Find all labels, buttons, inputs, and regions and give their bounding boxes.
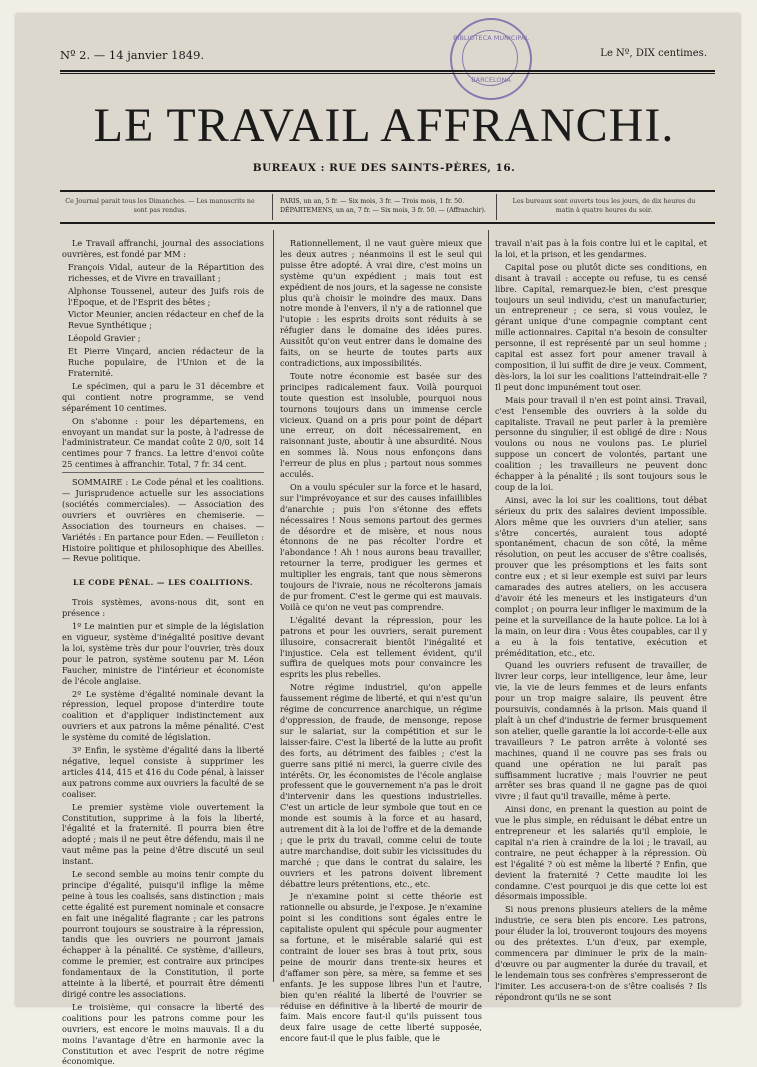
band-paris-price: PARIS, un an, 5 fr. — Six mois, 3 fr. — Trois mois, 1 fr. 50.: [280, 198, 465, 205]
article-heading: LE CODE PÉNAL. — LES COALITIONS.: [73, 578, 253, 588]
founder-entry: François Vidal, auteur de la Répartition des richesses, et de Vivre en travaillant ;: [68, 261, 264, 283]
founder-entry: Victor Meunier, ancien rédacteur en chef de la Revue Synthétique ;: [68, 309, 264, 331]
band-right-text: Les bureaux sont ouverts tous les jours, de dix heures du matin à quatre heures du soir.: [512, 198, 696, 214]
band-divider: [496, 194, 497, 220]
article-paragraph: travail n'ait pas à la fois contre lui et le capital, et la loi, et la prison, et les gendarmes.: [495, 238, 707, 259]
article-paragraph: Ainsi donc, en prenant la question au point de vue le plus simple, en réduisant le débat entre un entrepreneur et les salariés qu'il emploie, le capital n'a rien à craindre de la loi ; le travail, au contraire, ne peut échapper à la répression. Où est l'égalité ? où est même la liberté ? Enfin, que devient la fraternité ? Cette maudite loi les condamne. C'est pourquoi je dis que cette loi est désormais impossible.: [495, 804, 707, 902]
article-paragraph: Si nous prenons plusieurs ateliers de la même industrie, ce sera bien pis encore. Les patrons, pour éluder la loi, trouveront toujours des moyens ou des prétextes. L'un d'eux, par exemple, commencera par diminuer le prix de la main-d'œuvre ou par augmenter la durée du travail, et le lendemain tous ses confrères s'empresseront de l'imiter. Les accusera-t-on de s'être coalisés ? Ils répondront qu'ils ne se sont: [495, 904, 707, 1002]
band-left-text: Ce Journal parait tous les Dimanches. — Les manuscrits ne sont pas rendus.: [65, 198, 255, 214]
article-paragraph: Toute notre économie est basée sur des principes radicalement faux. Voilà pourquoi toute question est insoluble, pourquoi nous tournons toujours dans un immense cercle vicieux. Quand on a pris pour point de départ une erreur, on doit nécessairement, en raisonnant juste, aboutir à une absurdité. Nous en sommes là. Nous nous enfonçons dans l'erreur de plus en plus ; partout nous sommes acculés.: [280, 370, 482, 480]
publication-info-band: [60, 194, 708, 220]
issue-summary: SOMMAIRE : Le Code pénal et les coalitions. — Jurisprudence actuelle sur les associations (sociétés commerciales). — Association des ouvriers et ouvrières en chemiserie. — Association des tourneurs en chaises. — Variétés : En partance pour Eden. — Feuilleton : Histoire politique et philosophique des Abeilles. — Revue politique.: [62, 472, 264, 564]
article-paragraph: 2º Le système d'égalité nominale devant la répression, lequel propose d'interdire toute coalition et d'appliquer indistinctement aux ouvriers et aux patrons la même pénalité. C'est le système du comité de législation.: [62, 688, 264, 743]
column-divider: [488, 230, 489, 982]
top-rule-thin: [60, 73, 715, 74]
bureaux-address: BUREAUX : RUE DES SAINTS-PÈRES, 16.: [252, 162, 516, 174]
band-top-rule: [60, 190, 715, 192]
article-paragraph: Quand les ouvriers refusent de travailler, de livrer leur corps, leur intelligence, leur âme, leur vie, la vie de leurs femmes et de leurs enfants pour un trop maigre salaire, ils peuvent être poursuivis, condamnés à la prison. Mais quand il plaît à un chef d'industrie de fermer brusquement son atelier, quelle garantie la loi accorde-t-elle aux travailleurs ? Le patron arrête à volonté ses machines, quand il ne couvre pas ses frais ou quand une opération ne lui paraît pas suffisamment lucrative ; mais l'ouvrier ne peut arrêter ses bras quand il ne gagne pas de quoi vivre ; il faut qu'il travaille, même à perte.: [495, 660, 707, 802]
stamp-bottom-text: BARCELONA: [471, 76, 511, 84]
article-paragraph: Capital pose ou plutôt dicte ses conditions, en disant à travail : accepte ou refuse, tu es censé libre. Capital, remarquez-le bien, c'est presque toujours un seul individu, c'est un manufacturier, un entrepreneur ; ce sera, si vous voulez, le gérant unique d'une compagnie comptant cent mille actionnaires. Capital n'a besoin de consulter personne, il est représenté par un seul homme ; capital est assez fort pour amener travail à composition, il lui suffit de dire je veux. Comment, dès-lors, la loi sur les coalitions l'atteindrait-elle ? Il peut donc impunément tout oser.: [495, 261, 707, 392]
specimen-note: Le spécimen, qui a paru le 31 décembre et qui contient notre programme, se vend séparément 10 centimes.: [62, 380, 264, 413]
article-paragraph: Le premier système viole ouvertement la Constitution, supprime à la fois la liberté, l'égalité et la fraternité. Il pourra bien être adopté ; mais il ne peut être défendu, mais il ne vaut même pas la peine d'être discuté un seul instant.: [62, 801, 264, 867]
article-paragraph: Le troisième, qui consacre la liberté des coalitions pour les patrons comme pour les ouvriers, est encore le moins mauvais. Il a du moins l'avantage d'être en harmonie avec la Constitution et avec l'esprit de notre régime économique.: [62, 1001, 264, 1067]
band-divider: [272, 194, 273, 220]
article-paragraph: Ainsi, avec la loi sur les coalitions, tout débat sérieux du prix des salaires devient impossible. Alors même que les ouvriers d'un atelier, sans s'être concertés, auraient tous adopté spontanément, chacun de son côté, la même résolution, on peut les accuser de s'être coalisés, prouver que les présomptions et les faits sont contre eux ; et si leur exemple est suivi par leurs camarades des autres ateliers, on les accusera d'avoir été les meneurs et les instigateurs d'un complot ; on pourra leur infliger le maximum de la peine et la surveillance de la haute police. La loi à la main, on leur dira : Vous êtes coupables, car il y a eu à la fois tentative, exécution et préméditation, etc., etc.: [495, 494, 707, 658]
newspaper-title: LE TRAVAIL AFFRANCHI.: [93, 99, 675, 152]
article-paragraph: Mais pour travail il n'en est point ainsi. Travail, c'est l'ensemble des ouvriers à la solde du capitaliste. Travail ne peut parler à la première personne du singulier, il est obligé de dire : Nous voulons ou nous ne voulons pas. Le pluriel suppose un concert de volontés, partant une coalition ; les travailleurs ne peuvent donc échapper à la pénalité ; ils sont toujours sous le coup de la loi.: [495, 394, 707, 492]
article-paragraph: L'égalité devant la répression, pour les patrons et pour les ouvriers, serait purement illusoire, consacrerait bientôt l'inégalité et l'injustice. Cela est tellement évident, qu'il suffira de quelques mots pour convaincre les esprits les plus rebelles.: [280, 614, 482, 680]
article-paragraph: 3º Enfin, le système d'égalité dans la liberté négative, lequel consiste à supprimer les articles 414, 415 et 416 du Code pénal, à laisser aux patrons comme aux ouvriers la faculté de se coaliser.: [62, 745, 264, 799]
library-stamp: [450, 18, 532, 100]
column-divider: [273, 230, 274, 982]
top-rule: [60, 70, 715, 72]
column-3: [495, 238, 707, 1002]
band-bottom-rule: [60, 222, 715, 224]
column-1: [62, 238, 264, 1067]
founder-entry: Léopold Gravier ;: [68, 333, 141, 344]
subscription-note: On s'abonne : pour les départemens, en envoyant un mandat sur la poste, à l'adresse de l'administrateur. Ce mandat coûte 2 0/0, soit 14 centimes pour 7 francs. La lettre d'envoi coûte 25 centimes à affranchir. Total, 7 fr. 34 cent.: [62, 415, 264, 470]
article-paragraph: Rationnellement, il ne vaut guère mieux que les deux autres ; néanmoins il est le seul qui puisse être adopté. À vrai dire, c'est moins un système qu'un expédient ; mais tout est expédient de nos jours, et la sagesse ne consiste plus qu'à choisir le moindre des maux. Dans notre monde à l'envers, il n'y a de rationnel que l'utopie : les esprits droits sont réduits à se réfugier dans le domaine des idées pures. Aussitôt qu'on veut entrer dans le domaine des faits, on se heurte de toutes parts aux contradictions, aux impossibilités.: [280, 238, 482, 368]
article-paragraph: On a voulu spéculer sur la force et le hasard, sur l'imprévoyance et sur des causes infaillibles d'anarchie ; puis l'on s'étonne des effets nécessaires ! Nous semons partout des germes de désordre et de misère, et nous nous étonnons de ne pas récolter l'ordre et l'abondance ! Ah ! nous aurons beau travailler, retourner la terre, prodiguer les germes et multiplier les engrais, tant que nous sèmerons toujours de l'ivraie, nous ne récolterons jamais de pur froment. C'est le germe qui est mauvais. Voilà ce qu'on ne veut pas comprendre.: [280, 481, 482, 612]
article-paragraph: Trois systèmes, avons-nous dit, sont en présence :: [62, 597, 264, 619]
founder-entry: Et Pierre Vinçard, ancien rédacteur de la Ruche populaire, de l'Union et de la Fraternité.: [68, 346, 264, 378]
article-paragraph: Le second semble au moins tenir compte du principe d'égalité, puisqu'il inflige la même peine à tous les coalisés, sans distinction ; mais cette égalité est purement nominale et consacre en fait une inégalité flagrante ; car les patrons pourront toujours se soustraire à la répression, tandis que les ouvriers ne pourront jamais échapper à la pénalité. Ce système, d'ailleurs, comme le premier, est contraire aux principes fondamentaux de la Constitution, il porte atteinte à la liberté, et pourrait être démenti dirigé contre les associations.: [62, 869, 264, 999]
founders-intro: Le Travail affranchi, journal des associations ouvrières, est fondé par MM :: [62, 238, 264, 259]
article-paragraph: Notre régime industriel, qu'on appelle faussement régime de liberté, et qui n'est qu'un régime de concurrence anarchique, un régime d'oppression, de fraude, de mensonge, repose sur le salariat, sur la compétition et sur le laisser-faire. C'est la liberté de la lutte au profit des forts, au détriment des faibles ; c'est la guerre sans pitié ni merci, la guerre civile des intérêts. Or, les économistes de l'école anglaise professent que le gouvernement n'a pas le droit d'intervenir dans les questions industrielles. C'est un article de leur symbole que tout en ce monde est soumis à la force et au hasard, autrement dit à la loi de l'offre et de la demande ; que le prix du travail, comme celui de toute autre marchandise, doit subir les vicissitudes du marché ; que dans le contrat du salaire, les ouvriers et les patrons doivent librement débattre leurs prétentions, etc., etc.: [280, 682, 482, 889]
founder-entry: Alphonse Toussenel, auteur des Juifs rois de l'Époque, et de l'Esprit des bêtes ;: [68, 285, 264, 307]
band-subscription-prices: [280, 198, 488, 215]
stamp-top-text: BIBLIOTECA MUNICIPAL: [453, 34, 529, 42]
column-2: [280, 238, 482, 1044]
issue-number-date: Nº 2. — 14 janvier 1849.: [60, 48, 205, 62]
newspaper-page: [16, 14, 740, 1067]
issue-price: Le Nº, DIX centimes.: [600, 48, 707, 59]
band-departments-price: DÉPARTEMENS, un an, 7 fr. — Six mois, 3 fr. 50. — (Affranchir).: [280, 206, 486, 214]
article-paragraph: 1º Le maintien pur et simple de la législation en vigueur, système d'inégalité positive devant la loi, système très dur pour l'ouvrier, très doux pour le patron, système soutenu par M. Léon Faucher, ministre de l'intérieur et économiste de l'école anglaise.: [62, 621, 264, 686]
article-paragraph: Je n'examine point si cette théorie est rationnelle ou absurde, je l'expose. Je n'examine point si les conditions sont égales entre le capitaliste opulent qui spécule pour augmenter sa fortune, et le misérable salarié qui est contraint de louer ses bras à tout prix, sous peine de mourir dans trente-six heures et d'affamer son père, sa mère, sa femme et ses enfants. Je les suppose libres l'un et l'autre, bien qu'en réalité la liberté de l'ouvrier se réduise en définitive à la liberté de mourir de faim. Mais encore faut-il qu'ils puissent tous deux faire usage de cette liberté supposée, encore faut-il que le plus faible, que le: [280, 891, 482, 1044]
